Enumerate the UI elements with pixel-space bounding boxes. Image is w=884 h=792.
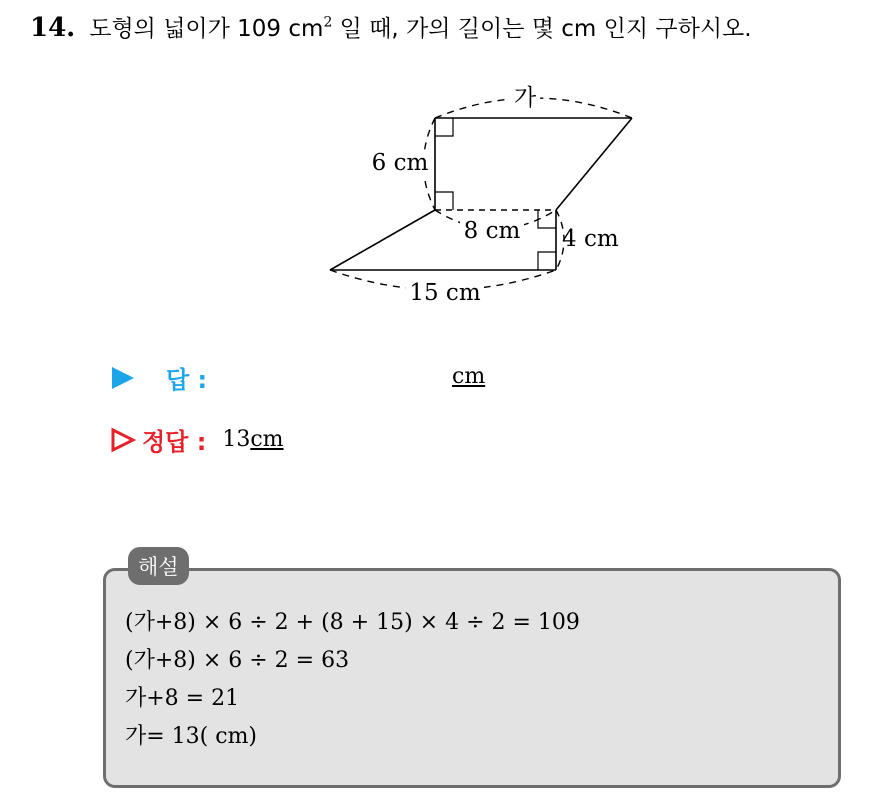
correct-answer-row bbox=[110, 422, 284, 457]
question-number: 14. bbox=[30, 13, 76, 43]
correct-label: 정답 : bbox=[142, 428, 207, 456]
explanation-lines bbox=[125, 604, 580, 756]
label-left: 6 cm bbox=[371, 150, 429, 176]
correct-value-wrap bbox=[222, 427, 283, 452]
question-text bbox=[30, 10, 752, 43]
explanation-line-4: 가= 13( cm) bbox=[125, 724, 258, 749]
label-right: 4 cm bbox=[562, 226, 619, 252]
slant-edge bbox=[556, 118, 632, 210]
explanation-line-2: (가+8) × 6 ÷ 2 = 63 bbox=[125, 648, 350, 673]
answer-row bbox=[110, 360, 207, 395]
correct-marker-icon bbox=[110, 427, 136, 453]
trapezoid-figure bbox=[300, 78, 660, 322]
answer-unit: cm bbox=[452, 364, 486, 389]
explanation-title: 해설 bbox=[128, 547, 189, 585]
right-angle-mark-middle-left bbox=[435, 192, 453, 210]
explanation-line-1: (가+8) × 6 ÷ 2 + (8 + 15) × 4 ÷ 2 = 109 bbox=[125, 610, 580, 635]
question-superscript: 2 bbox=[323, 14, 333, 31]
label-bottom: 15 cm bbox=[409, 280, 481, 306]
lower-slant-edge bbox=[330, 210, 435, 270]
correct-unit: cm bbox=[250, 427, 284, 452]
answer-marker-icon bbox=[110, 365, 136, 391]
figure-svg bbox=[300, 78, 660, 318]
label-top: 가 bbox=[513, 85, 537, 111]
answer-label: 답 : bbox=[166, 366, 208, 394]
question-text-after: 일 때, 가의 길이는 몇 cm 인지 구하시오. bbox=[332, 16, 752, 42]
right-angle-mark-top bbox=[435, 118, 453, 136]
explanation-line-3: 가+8 = 21 bbox=[125, 686, 240, 711]
correct-value: 13 bbox=[222, 427, 251, 452]
right-angle-mark-bottom bbox=[538, 252, 556, 270]
question-text-before: 도형의 넓이가 109 cm bbox=[89, 16, 324, 42]
label-middle: 8 cm bbox=[463, 218, 521, 244]
